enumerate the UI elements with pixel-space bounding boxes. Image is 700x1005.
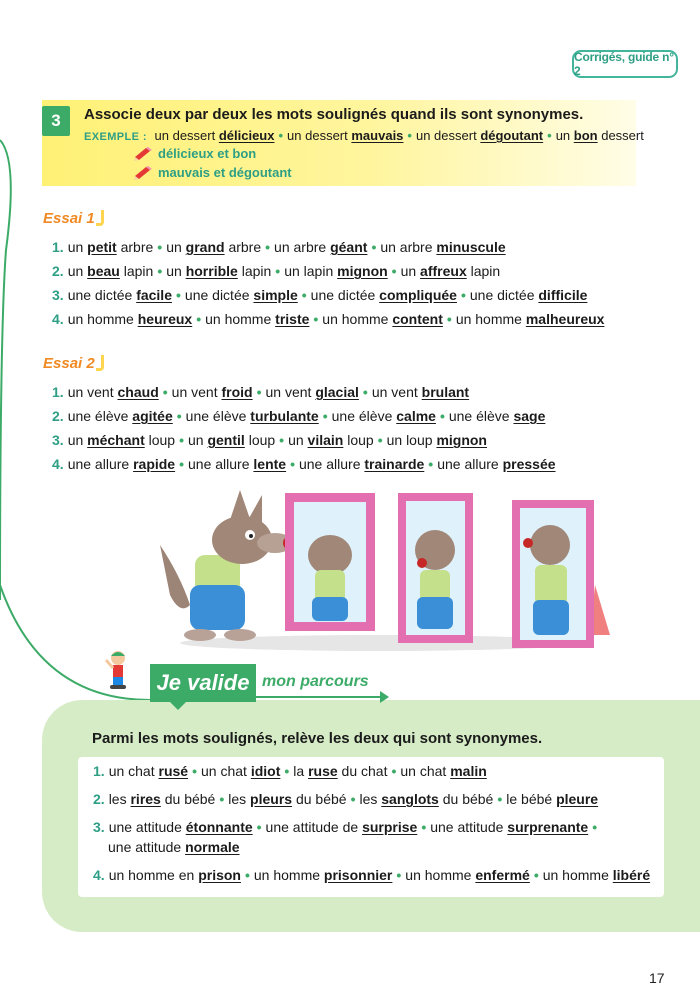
phrase-text: arbre [224,239,262,255]
essai-title: Essai 2 [43,355,104,372]
phrase-text: une élève [67,408,133,424]
underlined-word: rires [130,791,161,807]
underlined-word: simple [253,287,298,303]
underlined-word: pressée [502,456,556,472]
wolf-mirrors-illustration [150,485,610,660]
phrase-text: loup [244,432,276,448]
bullet-separator: • [313,311,319,327]
bullet-separator: • [322,408,328,424]
phrase-text: un homme [542,867,613,883]
list-item [93,761,650,781]
example-answer [134,146,256,161]
underlined-word: normale [185,839,240,855]
phrase-text: un vent [265,384,316,400]
validation-instruction: Parmi les mots soulignés, relève les deux qui sont synonymes. [92,730,543,747]
bullet-separator: • [275,263,281,279]
bullet-separator: • [196,311,202,327]
underlined-word: pleurs [250,791,293,807]
underlined-word: facile [136,287,172,303]
underlined-word: pleure [556,791,599,807]
item-number: 4. [52,311,64,327]
phrase-text: le bébé [506,791,557,807]
phrase-text: un vent [171,384,222,400]
underlined-word: ruse [308,763,338,779]
item-number: 2. [52,263,64,279]
item-number: 3. [52,287,64,303]
pencil-icon [134,147,152,161]
list-item [52,380,556,404]
wolf-figure [160,490,297,641]
phrase-text: une attitude [108,819,186,835]
list-item [93,817,650,857]
item-number: 1. [52,384,64,400]
phrase-text: dessert [597,128,644,143]
list-item [52,259,604,283]
validation-list [93,761,650,893]
item-number: 2. [52,408,64,424]
underlined-word: turbulante [250,408,319,424]
phrase-text: un homme [67,311,138,327]
underlined-word: sage [513,408,546,424]
underlined-word: surprise [362,819,418,835]
list-item [52,307,604,331]
item-number: 3. [93,819,105,835]
underlined-word: beau [87,263,120,279]
essai-list [52,380,556,476]
phrase-text: un homme [253,867,324,883]
underlined-word: chaud [117,384,159,400]
phrase-text: un [67,432,88,448]
phrase-text: lapin [466,263,501,279]
underlined-word: surprenante [507,819,589,835]
underlined-word: étonnante [185,819,253,835]
bullet-separator: • [371,239,377,255]
underlined-word: glacial [315,384,359,400]
pencil-icon [134,166,152,180]
phrase-text: un lapin [284,263,338,279]
list-item [52,428,556,452]
underlined-word: bon [573,128,598,143]
underlined-word: agitée [132,408,173,424]
phrase-text: une allure [188,456,254,472]
bullet-separator: • [391,763,397,779]
bullet-separator: • [284,763,290,779]
bullet-separator: • [446,311,452,327]
phrase-text: un chat [108,763,159,779]
item-number: 4. [52,456,64,472]
phrase-text: loup [343,432,374,448]
phrase-text: un chat [201,763,251,779]
phrase-text: du bébé [438,791,494,807]
underlined-word: géant [330,239,368,255]
phrase-text: les [108,791,131,807]
underlined-word: minuscule [436,239,506,255]
mirror [398,493,473,643]
example-phrases [155,128,644,143]
underlined-word: mignon [436,432,487,448]
validation-underline [256,696,384,698]
bullet-separator: • [176,408,182,424]
item-number: 1. [93,763,105,779]
phrase-text: un [67,263,88,279]
bullet-separator: • [157,263,163,279]
arrow-right-icon [380,691,389,703]
phrase-text: un [188,432,208,448]
essai-list [52,235,604,331]
bullet-separator: • [533,867,539,883]
phrase-text: loup [144,432,176,448]
underlined-word: méchant [87,432,145,448]
phrase-text: un vent [67,384,118,400]
phrase-text: un loup [386,432,437,448]
validation-badge: Je valide [150,664,256,702]
bullet-separator: • [377,432,383,448]
bullet-separator: • [256,384,262,400]
phrase-text: une dictée [469,287,539,303]
underlined-word: vilain [307,432,344,448]
exercise-number: 3 [42,106,70,136]
bullet-separator: • [547,128,552,143]
underlined-word: horrible [185,263,238,279]
underlined-word: malin [450,763,487,779]
phrase-text: un homme [322,311,393,327]
phrase-text: une dictée [67,287,137,303]
underlined-word: idiot [250,763,281,779]
list-item [52,452,556,476]
bullet-separator: • [396,867,402,883]
bullet-separator: • [497,791,503,807]
phrase-text: une attitude de [265,819,363,835]
phrase-text: arbre [116,239,154,255]
phrase-text: un chat [400,763,451,779]
bullet-separator: • [439,408,445,424]
exercise-box [42,100,644,186]
child-icon [104,648,130,690]
bullet-separator: • [421,819,427,835]
bullet-separator: • [290,456,295,472]
item-number: 4. [93,867,105,883]
bullet-separator: • [256,819,262,835]
bullet-separator: • [176,287,181,303]
phrase-text: une dictée [184,287,254,303]
underlined-word: content [392,311,443,327]
underlined-word: affreux [420,263,467,279]
phrase-text: un [555,128,574,143]
underlined-word: prisonnier [323,867,393,883]
list-item [93,865,650,885]
bullet-separator: • [407,128,412,143]
underlined-word: dégoutant [480,128,544,143]
underlined-word: compliquée [379,287,457,303]
phrase-text: du bébé [292,791,347,807]
phrase-text: une élève [448,408,514,424]
bullet-separator: • [592,819,598,835]
exercise-example [84,128,644,143]
underlined-word: brulant [421,384,470,400]
phrase-text: les [228,791,251,807]
phrase-text: un homme [205,311,276,327]
answer-text: mauvais et dégoutant [158,165,292,180]
phrase-text: une allure [437,456,503,472]
underlined-word: trainarde [364,456,425,472]
phrase-text: un arbre [380,239,437,255]
underlined-word: petit [87,239,117,255]
phrase-text: une élève [331,408,397,424]
phrase-text: une attitude [430,819,508,835]
underlined-word: malheureux [525,311,605,327]
mirror [285,493,375,631]
phrase-text: une élève [185,408,251,424]
phrase-text: un vent [371,384,422,400]
phrase-text: un homme [455,311,526,327]
underlined-word: difficile [538,287,588,303]
bullet-separator: • [301,287,307,303]
underlined-word: sanglots [381,791,439,807]
bullet-separator: • [162,384,168,400]
underlined-word: grand [185,239,225,255]
list-item [52,235,604,259]
answer-text: délicieux et bon [158,146,257,161]
bullet-separator: • [192,763,197,779]
underlined-word: heureux [137,311,193,327]
badge-tail [168,700,188,710]
bullet-separator: • [265,239,271,255]
phrase-text: un [288,432,308,448]
item-number: 1. [52,239,64,255]
example-label: EXEMPLE : [84,131,147,143]
underlined-word: rusé [158,763,189,779]
item-number: 2. [93,791,105,807]
phrase-text: une dictée [310,287,380,303]
page-number: 17 [649,970,665,986]
underlined-word: mignon [337,263,388,279]
underlined-word: triste [275,311,310,327]
phrase-text: un homme [405,867,476,883]
underlined-word: délicieux [218,128,275,143]
underlined-word: enfermé [475,867,530,883]
exercise-instruction: Associe deux par deux les mots soulignés quand ils sont synonymes. [84,106,584,123]
bullet-separator: • [179,432,184,448]
phrase-text: du bébé [160,791,216,807]
underlined-word: mauvais [351,128,404,143]
phrase-text: un dessert [415,128,481,143]
bullet-separator: • [279,432,285,448]
validation-subtitle: mon parcours [262,673,369,690]
underlined-word: prison [198,867,241,883]
phrase-text: lapin [237,263,272,279]
bullet-separator: • [278,128,284,143]
bullet-separator: • [460,287,466,303]
underlined-word: calme [396,408,436,424]
underlined-word: gentil [207,432,245,448]
phrase-text: un [67,239,88,255]
underlined-word: lente [253,456,287,472]
phrase-text: lapin [119,263,154,279]
bullet-separator: • [428,456,434,472]
list-item [93,789,650,809]
bullet-separator: • [179,456,184,472]
example-answer [134,165,292,180]
bullet-separator: • [391,263,397,279]
list-item [52,283,604,307]
phrase-text: un dessert [287,128,352,143]
bullet-separator: • [362,384,368,400]
phrase-text: un dessert [154,128,219,143]
item-number: 3. [52,432,64,448]
underlined-word: froid [221,384,253,400]
guide-tab: Corrigés, guide n° 2 [572,50,678,78]
list-item [52,404,556,428]
bullet-separator: • [244,867,250,883]
phrase-text: un [400,263,421,279]
phrase-text: une allure [67,456,134,472]
phrase-text: du chat [337,763,388,779]
phrase-text: les [359,791,382,807]
phrase-text: un arbre [274,239,331,255]
phrase-text: la [293,763,309,779]
essai-title: Essai 1 [43,210,104,227]
phrase-text: un homme en [108,867,199,883]
underlined-word: rapide [133,456,176,472]
phrase-text: une allure [298,456,365,472]
phrase-text: un [166,263,186,279]
underlined-word: libéré [612,867,651,883]
mirror [512,500,610,648]
bullet-separator: • [219,791,225,807]
bullet-separator: • [350,791,356,807]
bullet-separator: • [157,239,163,255]
phrase-text: un [166,239,186,255]
phrase-text: une attitude [108,839,186,855]
